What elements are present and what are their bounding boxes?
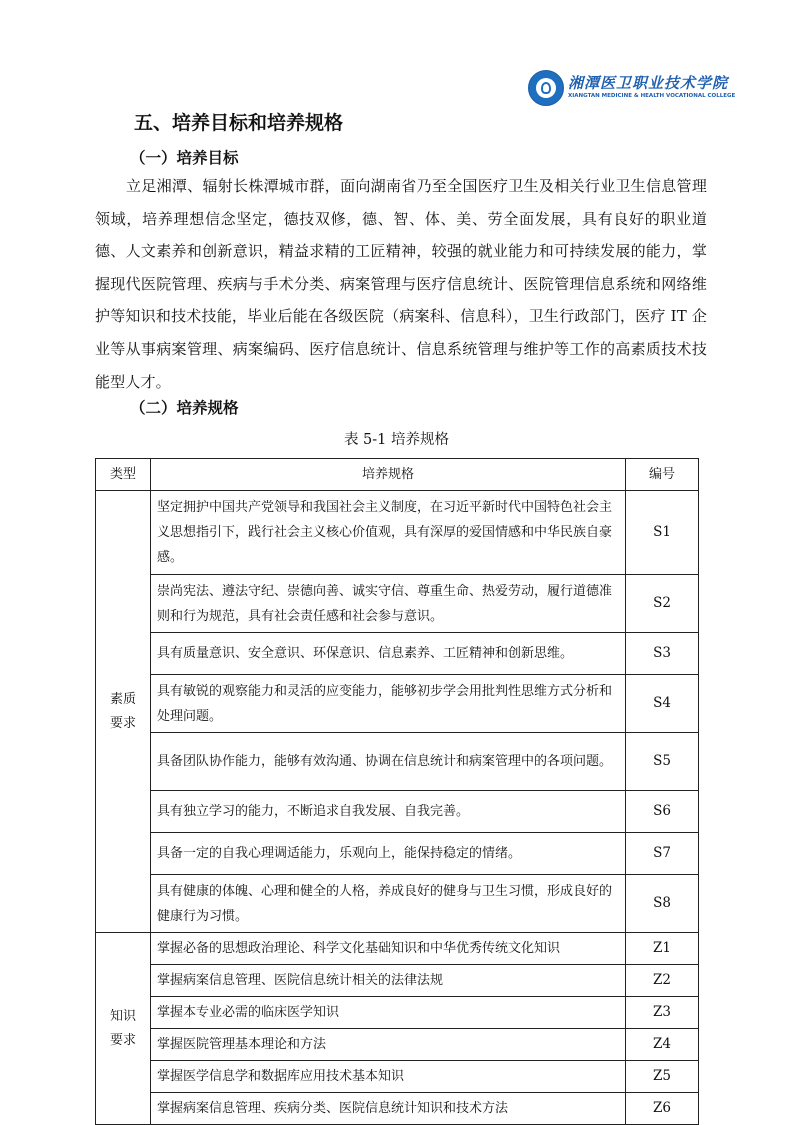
table-row bbox=[96, 575, 699, 633]
logo-english-name: XIANGTAN MEDICINE & HEALTH VOCATIONAL COLLEGE bbox=[568, 93, 736, 99]
header-spec: 培养规格 bbox=[151, 459, 626, 491]
spec-code: S3 bbox=[626, 633, 699, 675]
category-cell: 知识 要求 bbox=[96, 933, 151, 1125]
spec-description: 具有独立学习的能力，不断追求自我发展、自我完善。 bbox=[151, 791, 626, 833]
spec-description: 崇尚宪法、遵法守纪、崇德向善、诚实守信、尊重生命、热爱劳动，履行道德准则和行为规范，具有社会责任感和社会参与意识。 bbox=[151, 575, 626, 633]
college-logo bbox=[528, 70, 736, 108]
specs-table bbox=[95, 458, 699, 1125]
spec-description: 掌握医学信息学和数据库应用技术基本知识 bbox=[151, 1061, 626, 1093]
spec-code: Z2 bbox=[626, 965, 699, 997]
spec-description: 具有健康的体魄、心理和健全的人格，养成良好的健身与卫生习惯，形成良好的健康行为习惯。 bbox=[151, 875, 626, 933]
table-caption: 表 5-1 培养规格 bbox=[343, 432, 450, 448]
spec-description: 具备团队协作能力，能够有效沟通、协调在信息统计和病案管理中的各项问题。 bbox=[151, 733, 626, 791]
section-title: 五、培养目标和培养规格 bbox=[134, 112, 344, 134]
table-row bbox=[96, 1093, 699, 1125]
spec-code: Z1 bbox=[626, 933, 699, 965]
table-header-row bbox=[96, 459, 699, 491]
table-row bbox=[96, 733, 699, 791]
table-row bbox=[96, 633, 699, 675]
table-row bbox=[96, 1061, 699, 1093]
spec-code: S6 bbox=[626, 791, 699, 833]
spec-description: 掌握必备的思想政治理论、科学文化基础知识和中华优秀传统文化知识 bbox=[151, 933, 626, 965]
spec-code: S4 bbox=[626, 675, 699, 733]
subsection-title-goals: （一）培养目标 bbox=[130, 149, 239, 167]
spec-code: Z5 bbox=[626, 1061, 699, 1093]
spec-description: 掌握本专业必需的临床医学知识 bbox=[151, 997, 626, 1029]
spec-code: Z3 bbox=[626, 997, 699, 1029]
subsection-title-specs: （二）培养规格 bbox=[130, 399, 239, 417]
table-row bbox=[96, 933, 699, 965]
table-row bbox=[96, 997, 699, 1029]
spec-description: 掌握病案信息管理、医院信息统计相关的法律法规 bbox=[151, 965, 626, 997]
spec-code: S8 bbox=[626, 875, 699, 933]
college-emblem-icon bbox=[528, 70, 564, 106]
spec-code: S7 bbox=[626, 833, 699, 875]
logo-chinese-name: 湘潭医卫职业技术学院 bbox=[568, 74, 729, 92]
spec-description: 具有敏锐的观察能力和灵活的应变能力，能够初步学会用批判性思维方式分析和处理问题。 bbox=[151, 675, 626, 733]
spec-description: 具备一定的自我心理调适能力，乐观向上，能保持稳定的情绪。 bbox=[151, 833, 626, 875]
spec-code: Z6 bbox=[626, 1093, 699, 1125]
table-row bbox=[96, 833, 699, 875]
spec-code: S2 bbox=[626, 575, 699, 633]
spec-description: 具有质量意识、安全意识、环保意识、信息素养、工匠精神和创新思维。 bbox=[151, 633, 626, 675]
goals-paragraph: 立足湘潭、辐射长株潭城市群，面向湖南省乃至全国医疗卫生及相关行业卫生信息管理领域，培养理想信念坚定，德技双修，德、智、体、美、劳全面发展，具有良好的职业道德、人文素养和创新意识，精益求精的工匠精神，较强的就业能力和可持续发展的能力，掌握现代医院管理、疾病与手术分类、病案管理与医疗信息统计、医院管理信息系统和网络维护等知识和技术技能，毕业后能在各级医院（病案科、信息科），卫生行政部门，医疗 IT 企业等从事病案管理、病案编码、医疗信息统计、信息系统管理与维护等工作的高素质技术技能型人才。 bbox=[95, 177, 707, 391]
spec-description: 坚定拥护中国共产党领导和我国社会主义制度，在习近平新时代中国特色社会主义思想指引下，践行社会主义核心价值观，具有深厚的爱国情感和中华民族自豪感。 bbox=[151, 491, 626, 575]
table-row bbox=[96, 675, 699, 733]
header-type: 类型 bbox=[96, 459, 151, 491]
header-code: 编号 bbox=[626, 459, 699, 491]
spec-description: 掌握医院管理基本理论和方法 bbox=[151, 1029, 626, 1061]
table-row bbox=[96, 791, 699, 833]
spec-code: S1 bbox=[626, 491, 699, 575]
category-cell: 素质 要求 bbox=[96, 491, 151, 933]
spec-description: 掌握病案信息管理、疾病分类、医院信息统计知识和技术方法 bbox=[151, 1093, 626, 1125]
spec-code: Z4 bbox=[626, 1029, 699, 1061]
table-row bbox=[96, 1029, 699, 1061]
table-row bbox=[96, 875, 699, 933]
spec-code: S5 bbox=[626, 733, 699, 791]
table-row bbox=[96, 491, 699, 575]
table-row bbox=[96, 965, 699, 997]
